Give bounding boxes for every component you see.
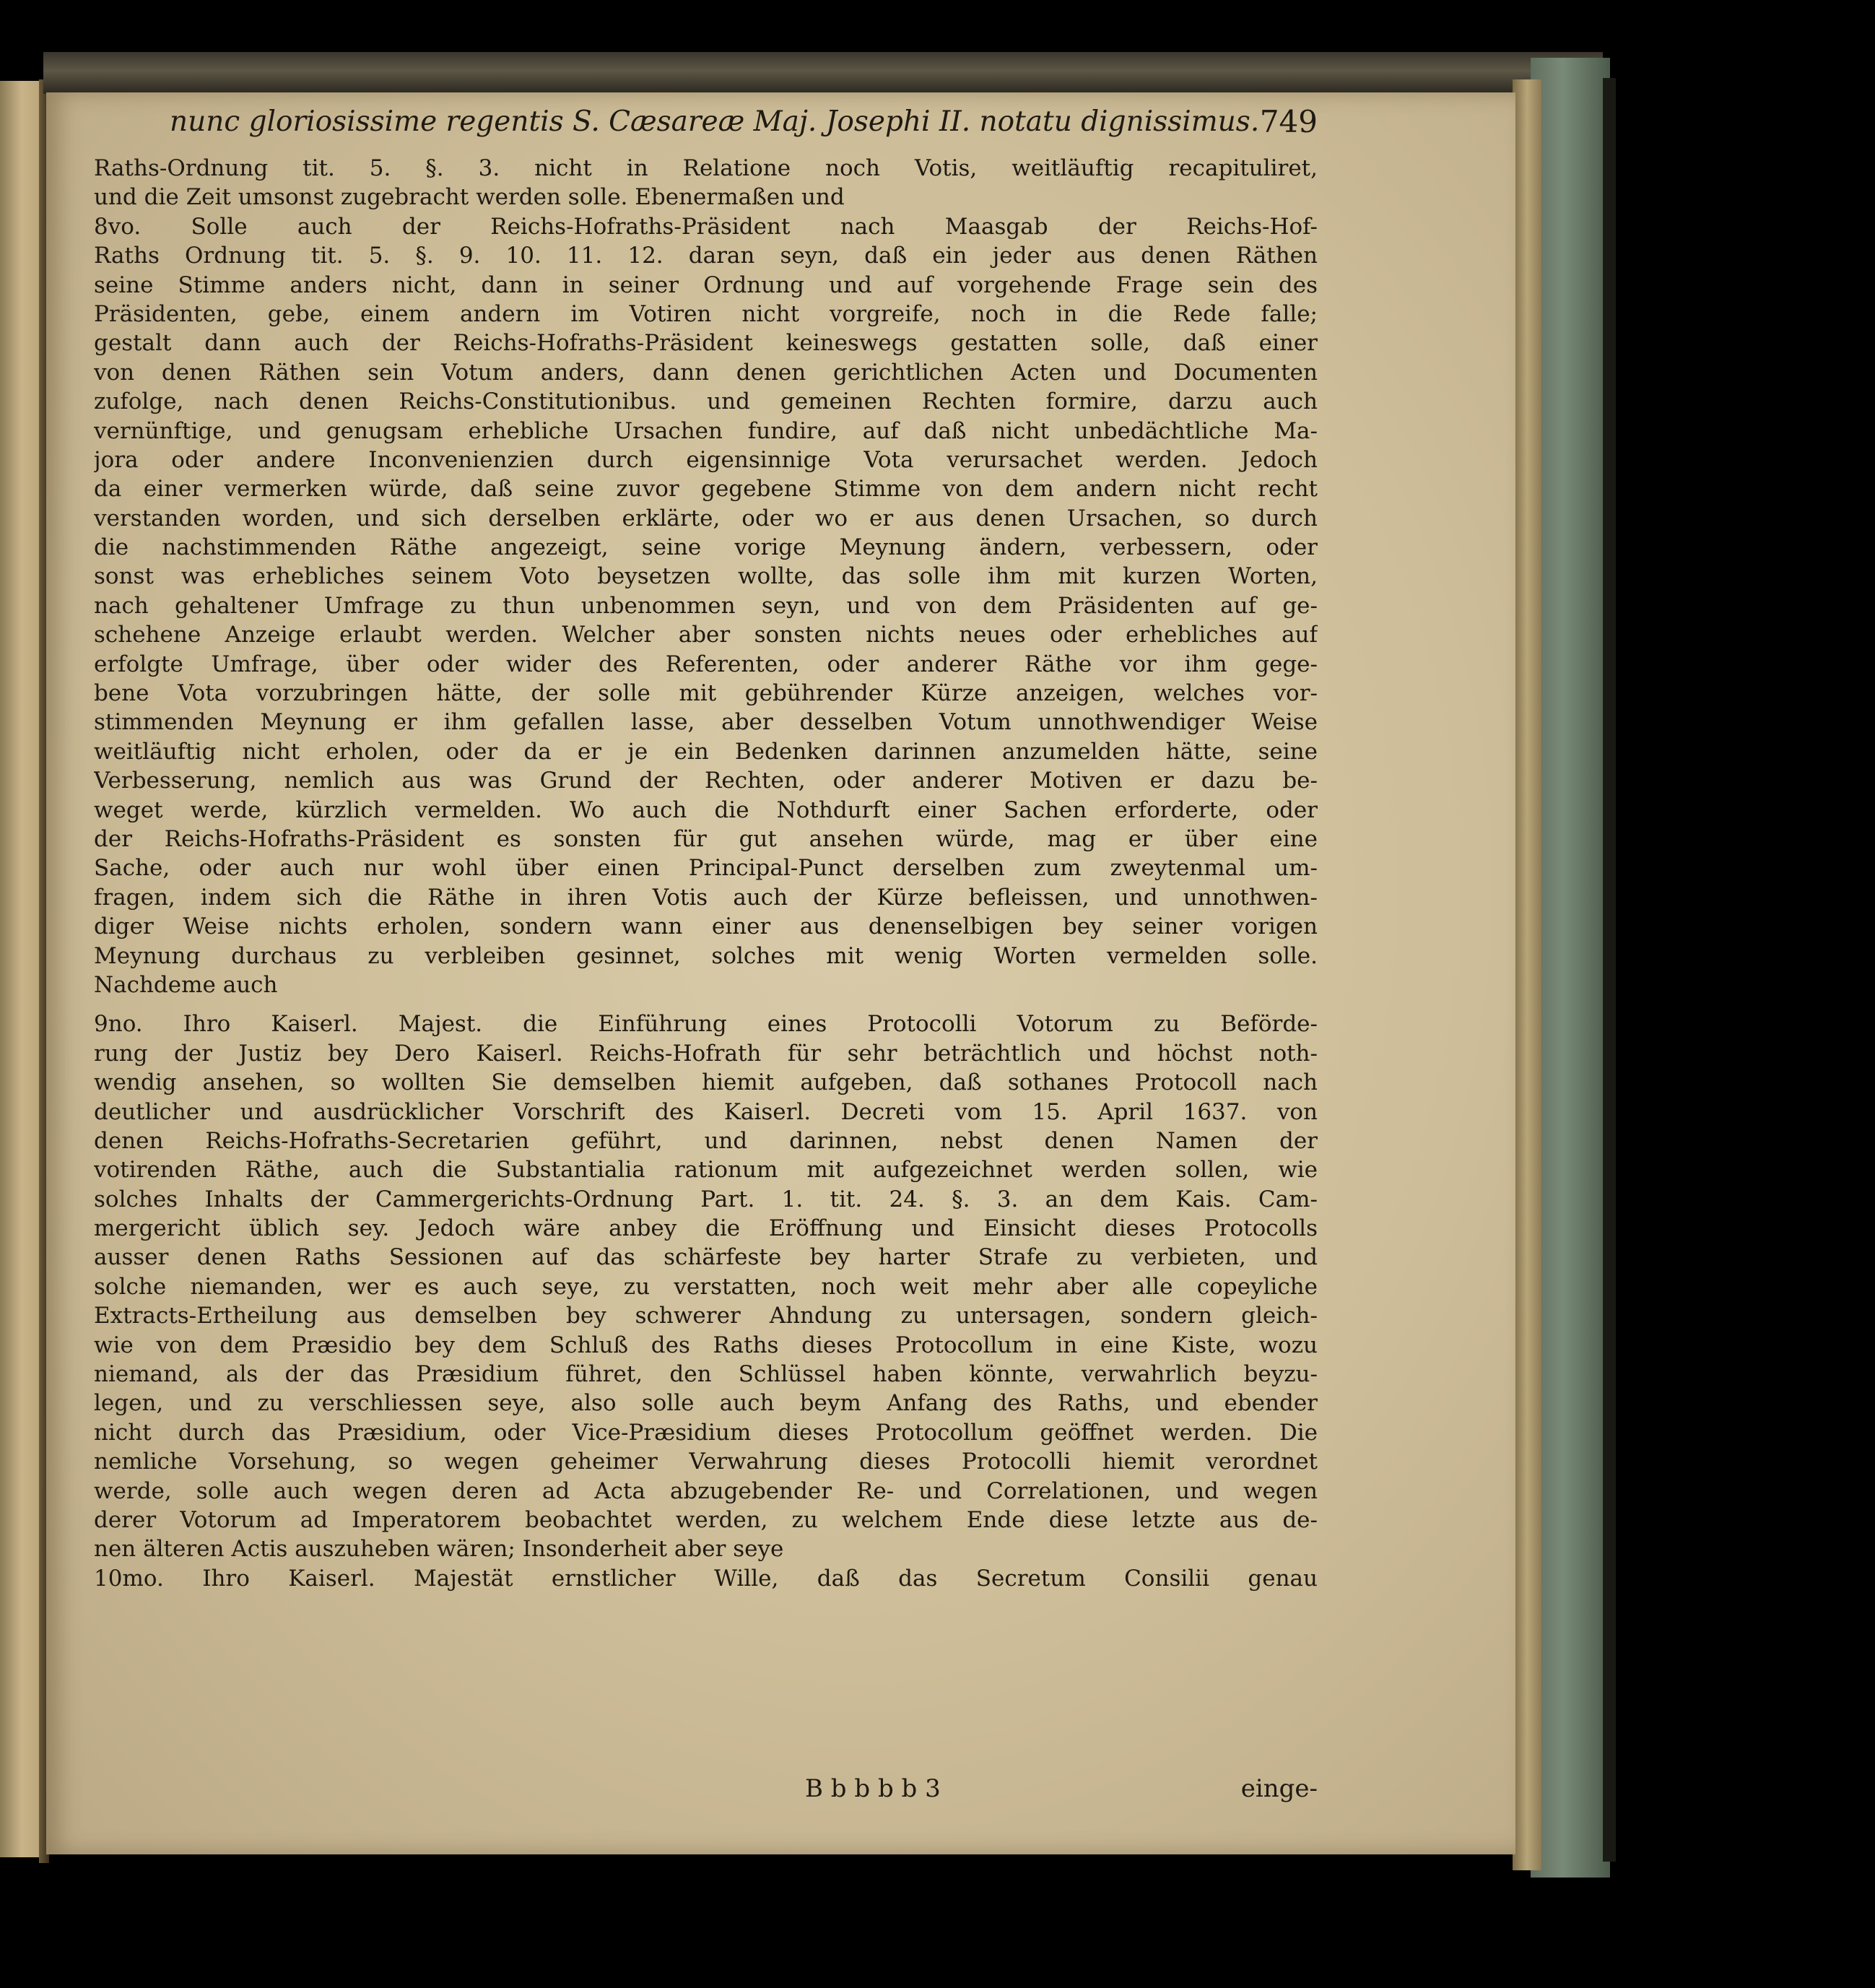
running-title: nunc gloriosissime regentis S. Cæsareæ Maj. Josephi II. notatu dignissimus. (170, 105, 1260, 138)
text-line: denen Reichs-Hofraths-Secretarien geführt, und darinnen, nebst denen Namen der (94, 1127, 1318, 1154)
text-line: werde, solle auch wegen deren ad Acta abzugebender Re- und Correlationen, und wegen (94, 1477, 1318, 1504)
text-line: niemand, als der das Præsidium führet, den Schlüssel haben könnte, verwahrlich beyzu- (94, 1361, 1318, 1388)
text-line: bene Vota vorzubringen hätte, der solle mit gebührender Kürze anzeigen, welches vor- (94, 680, 1318, 707)
text-line: von denen Räthen sein Votum anders, dann denen gerichtlichen Acten und Documenten (94, 359, 1318, 386)
text-line: Raths-Ordnung tit. 5. §. 3. nicht in Relatione noch Votis, weitläuftig recapituliret, (94, 155, 1318, 181)
text-line: mergericht üblich sey. Jedoch wäre anbey die Eröffnung und Einsicht dieses Protocolls (94, 1215, 1318, 1242)
book-spine-top (43, 52, 1603, 94)
text-line: 8vo. Solle auch der Reichs-Hofraths-Präsident nach Maasgab der Reichs-Hof- (94, 213, 1318, 240)
text-line: die nachstimmenden Räthe angezeigt, seine vorige Meynung ändern, verbessern, oder (94, 534, 1318, 561)
page-footer (751, 1771, 1318, 1807)
text-line: seine Stimme anders nicht, dann in seiner Ordnung und auf vorgehende Frage sein des (94, 272, 1318, 298)
text-line: stimmenden Meynung er ihm gefallen lasse, aber desselben Votum unnothwendiger Weise (94, 709, 1318, 736)
text-line: rung der Justiz bey Dero Kaiserl. Reichs-Hofrath für sehr beträchtlich und höchst noth- (94, 1040, 1318, 1067)
text-line: da einer vermerken würde, daß seine zuvor gegebene Stimme von dem andern nicht recht (94, 476, 1318, 503)
text-line: 9no. Ihro Kaiserl. Majest. die Einführung eines Protocolli Votorum zu Beförde- (94, 1011, 1318, 1038)
text-line: wie von dem Præsidio bey dem Schluß des Raths dieses Protocollum in eine Kiste, wozu (94, 1332, 1318, 1358)
text-line: erfolgte Umfrage, über oder wider des Referenten, oder anderer Räthe vor ihm gege- (94, 651, 1318, 677)
text-line: weitläuftig nicht erholen, oder da er je ein Bedenken darinnen anzumelden hätte, seine (94, 738, 1318, 765)
text-line: zufolge, nach denen Reichs-Constitutionibus. und gemeinen Rechten formire, darzu auch (94, 389, 1318, 415)
text-line: Präsidenten, gebe, einem andern im Votiren nicht vorgreife, noch in die Rede falle; (94, 300, 1318, 327)
text-line: diger Weise nichts erholen, sondern wann einer aus denenselbigen bey seiner vorigen (94, 913, 1318, 940)
signature-mark: B b b b b 3 (805, 1774, 941, 1803)
text-line: deutlicher und ausdrücklicher Vorschrift des Kaiserl. Decreti vom 15. April 1637. von (94, 1098, 1318, 1125)
text-line: ausser denen Raths Sessionen auf das schärfeste bey harter Strafe zu verbieten, und (94, 1244, 1318, 1271)
text-line: sonst was erhebliches seinem Voto beysetzen wollte, das solle ihm mit kurzen Worten, (94, 563, 1318, 590)
text-line: und die Zeit umsonst zugebracht werden solle. Ebenermaßen und (94, 184, 845, 211)
text-line: der Reichs-Hofraths-Präsident es sonsten für gut ansehen würde, mag er über eine (94, 825, 1318, 852)
page-header (170, 100, 1318, 143)
text-line: Meynung durchaus zu verbleiben gesinnet, solches mit wenig Worten vermelden solle. (94, 942, 1318, 969)
text-line: nicht durch das Præsidium, oder Vice-Præsidium dieses Protocollum geöffnet werden. Die (94, 1419, 1318, 1446)
text-line: votirenden Räthe, auch die Substantialia rationum mit aufgezeichnet werden sollen, wie (94, 1157, 1318, 1184)
text-line: solches Inhalts der Cammergerichts-Ordnung Part. 1. tit. 24. §. 3. an dem Kais. Cam- (94, 1186, 1318, 1212)
book-cover-board (1531, 58, 1610, 1878)
text-line: 10mo. Ihro Kaiserl. Majestät ernstlicher Wille, daß das Secretum Consilii genau (94, 1565, 1318, 1592)
text-line: fragen, indem sich die Räthe in ihren Votis auch der Kürze befleissen, und unnothwen- (94, 884, 1318, 911)
text-line: vernünftige, und genugsam erhebliche Ursachen fundire, auf daß nicht unbedächtliche Ma- (94, 417, 1318, 444)
text-line: wendig ansehen, so wollten Sie demselben hiemit aufgeben, daß sothanes Protocoll nach (94, 1069, 1318, 1096)
text-line: solche niemanden, wer es auch seye, zu verstatten, noch weit mehr aber alle copeyliche (94, 1273, 1318, 1300)
text-line: weget werde, kürzlich vermelden. Wo auch die Nothdurft einer Sachen erforderte, oder (94, 796, 1318, 823)
text-line: nemliche Vorsehung, so wegen geheimer Verwahrung dieses Protocolli hiemit verordnet (94, 1449, 1318, 1475)
text-line: Raths Ordnung tit. 5. §. 9. 10. 11. 12. daran seyn, daß ein jeder aus denen Räthen (94, 243, 1318, 269)
page-number: 749 (1259, 103, 1318, 139)
text-line: jora oder andere Inconvenienzien durch eigensinnige Vota verursachet werden. Jedoch (94, 446, 1318, 473)
text-line: nach gehaltener Umfrage zu thun unbenommen seyn, und von dem Präsidenten auf ge- (94, 592, 1318, 619)
text-line: Extracts-Ertheilung aus demselben bey schwerer Ahndung zu untersagen, sondern gleich- (94, 1303, 1318, 1329)
page-body-text (94, 154, 1318, 1593)
cover-edge-shadow (1603, 78, 1616, 1862)
catchword: einge- (1240, 1774, 1318, 1803)
text-line: legen, und zu verschliessen seye, also solle auch beym Anfang des Raths, und ebender (94, 1390, 1318, 1417)
text-line: nen älteren Actis auszuheben wären; Insonderheit aber seye (94, 1536, 784, 1563)
text-line: verstanden worden, und sich derselben erklärte, oder wo er aus denen Ursachen, so durch (94, 505, 1318, 531)
text-line: Verbesserung, nemlich aus was Grund der Rechten, oder anderer Motiven er dazu be- (94, 768, 1318, 794)
page-block-edge (1513, 79, 1541, 1870)
text-line: schehene Anzeige erlaubt werden. Welcher aber sonsten nichts neues oder erhebliches auf (94, 622, 1318, 648)
left-page-edge (0, 81, 43, 1857)
text-line: derer Votorum ad Imperatorem beobachtet werden, zu welchem Ende diese letzte aus de- (94, 1506, 1318, 1533)
text-line: gestalt dann auch der Reichs-Hofraths-Präsident keineswegs gestatten solle, daß einer (94, 330, 1318, 357)
text-line: Sache, oder auch nur wohl über einen Principal-Punct derselben zum zweytenmal um- (94, 855, 1318, 882)
text-line: Nachdeme auch (94, 971, 278, 998)
